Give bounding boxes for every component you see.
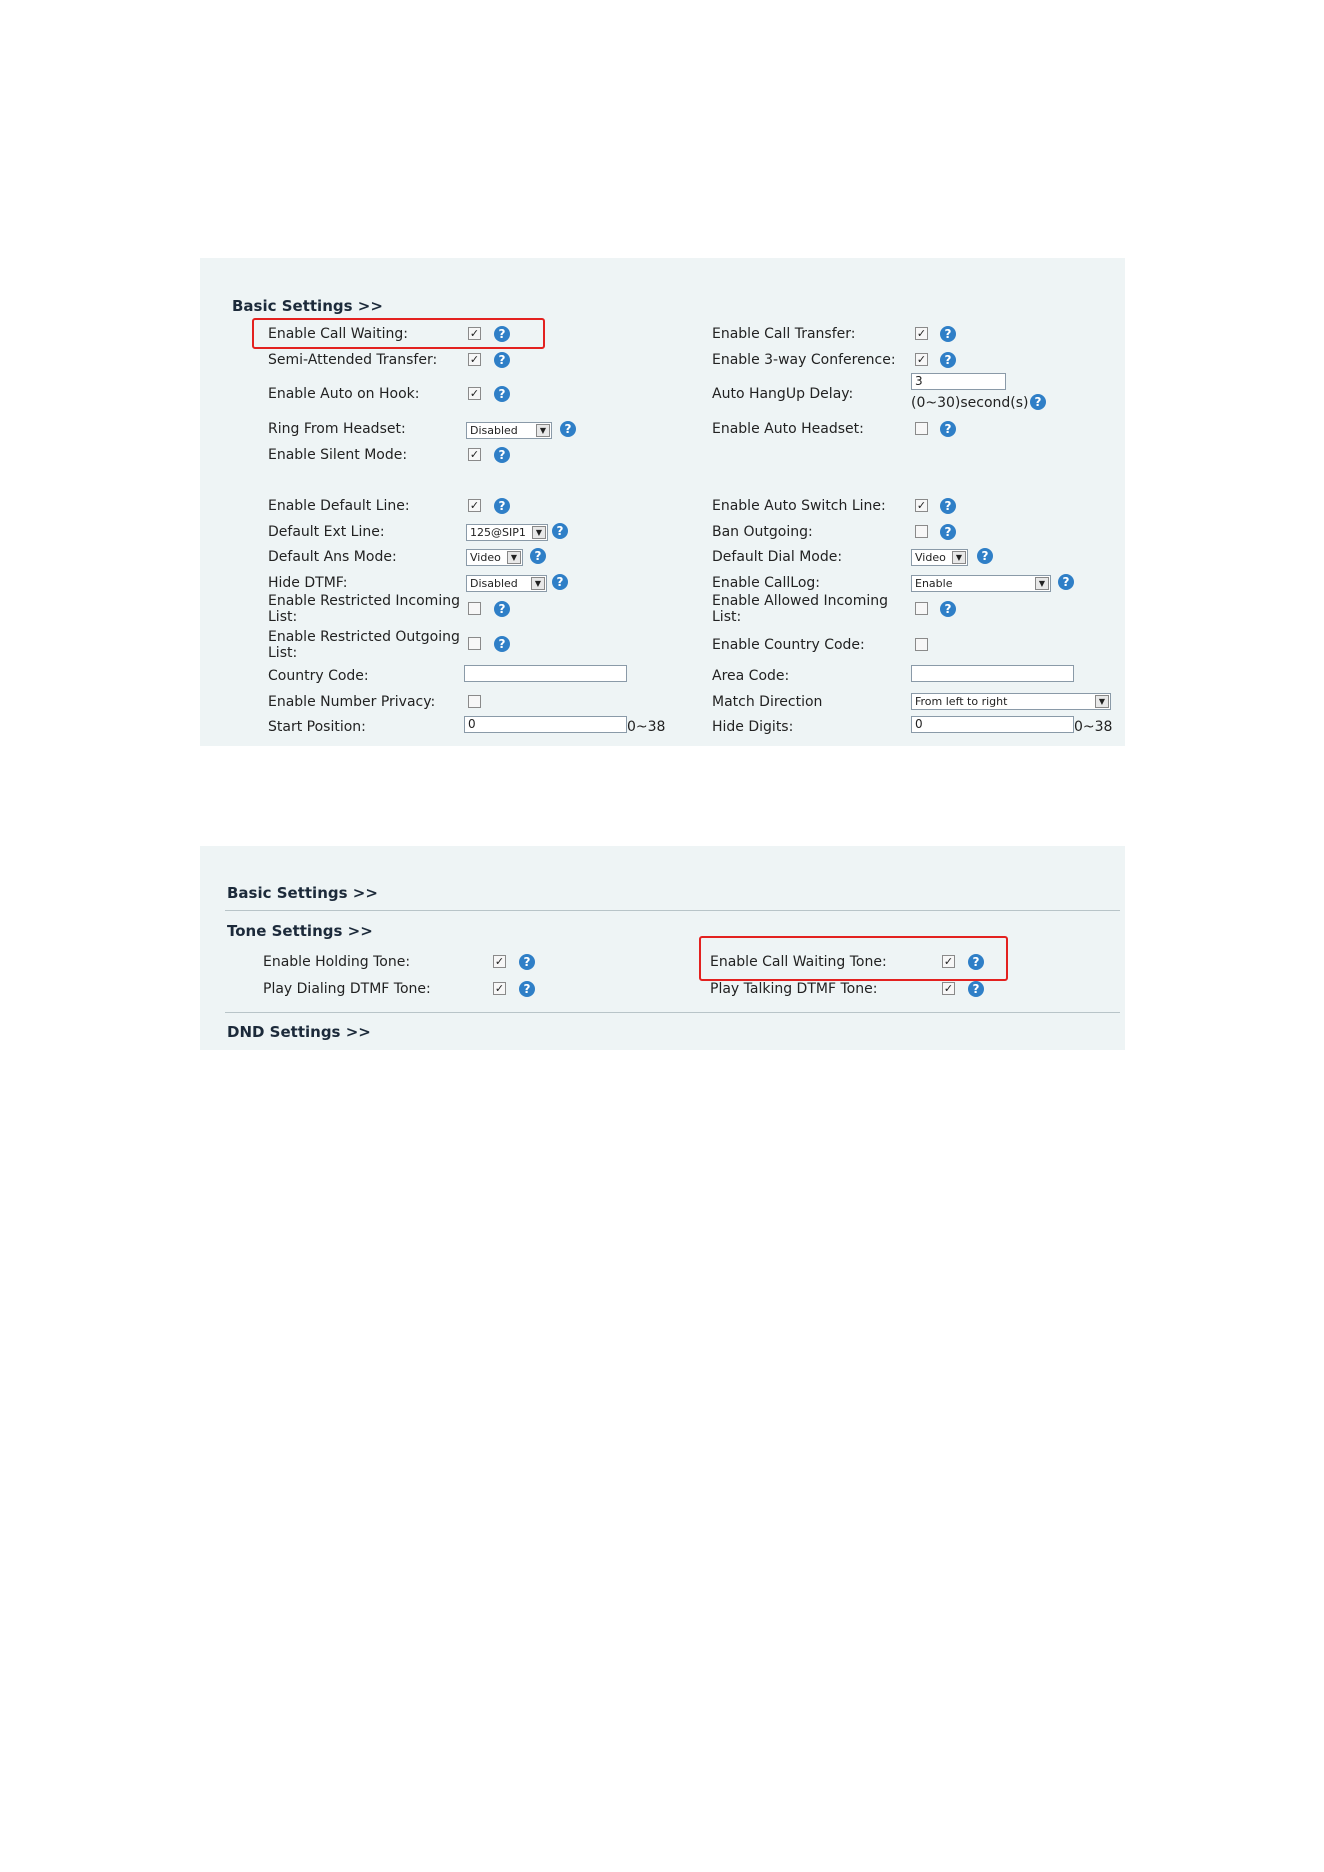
allowed-incoming-label: Enable Allowed Incoming List:	[712, 593, 889, 625]
auto-on-hook-label: Enable Auto on Hook:	[268, 386, 420, 402]
call-transfer-label: Enable Call Transfer:	[712, 326, 856, 342]
help-icon[interactable]: ?	[940, 326, 956, 342]
talking-dtmf-tone-checkbox[interactable]: ✓	[943, 982, 954, 995]
talking-dtmf-tone-label: Play Talking DTMF Tone:	[710, 981, 878, 997]
default-ans-mode-select[interactable]	[466, 549, 523, 566]
help-icon[interactable]: ?	[940, 421, 956, 437]
three-way-conference-label: Enable 3-way Conference:	[712, 352, 896, 368]
restricted-incoming-checkbox[interactable]	[468, 602, 481, 615]
help-icon[interactable]: ?	[519, 954, 535, 970]
basic-settings-header[interactable]: Basic Settings >>	[227, 884, 378, 902]
silent-mode-label: Enable Silent Mode:	[268, 447, 408, 463]
dialing-dtmf-tone-label: Play Dialing DTMF Tone:	[263, 981, 431, 997]
three-way-conference-checkbox[interactable]: ✓	[916, 353, 927, 366]
help-icon[interactable]: ?	[494, 352, 510, 368]
auto-on-hook-checkbox[interactable]: ✓	[469, 387, 480, 400]
help-icon[interactable]: ?	[494, 326, 510, 342]
default-ext-line-select[interactable]	[466, 524, 548, 541]
chevron-down-icon: ▼	[952, 551, 966, 564]
allowed-incoming-checkbox[interactable]	[915, 602, 928, 615]
help-icon[interactable]: ?	[1058, 574, 1074, 590]
dnd-settings-header[interactable]: DND Settings >>	[227, 1023, 371, 1041]
hide-digits-range: 0~38	[1074, 719, 1113, 735]
help-icon[interactable]: ?	[552, 574, 568, 590]
calllog-label: Enable CallLog:	[712, 575, 820, 591]
default-line-checkbox[interactable]: ✓	[469, 499, 480, 512]
match-direction-select[interactable]	[911, 693, 1111, 710]
enable-country-code-label: Enable Country Code:	[712, 637, 865, 653]
help-icon[interactable]: ?	[530, 548, 546, 564]
silent-mode-checkbox[interactable]: ✓	[469, 448, 480, 461]
country-code-input[interactable]	[464, 665, 627, 682]
help-icon[interactable]: ?	[560, 421, 576, 437]
help-icon[interactable]: ?	[552, 523, 568, 539]
default-ext-line-label: Default Ext Line:	[268, 524, 385, 540]
help-icon[interactable]: ?	[968, 981, 984, 997]
auto-hangup-delay-hint: (0~30)second(s)	[911, 395, 1029, 411]
restricted-outgoing-checkbox[interactable]	[468, 637, 481, 650]
help-icon[interactable]: ?	[968, 954, 984, 970]
enable-call-waiting-label: Enable Call Waiting:	[268, 326, 408, 342]
default-dial-mode-value: Video	[915, 551, 946, 564]
semi-attended-transfer-checkbox[interactable]: ✓	[469, 353, 480, 366]
calllog-select[interactable]	[911, 575, 1051, 592]
number-privacy-checkbox[interactable]	[468, 695, 481, 708]
calllog-value: Enable	[915, 577, 953, 590]
help-icon[interactable]: ?	[494, 636, 510, 652]
call-waiting-tone-checkbox[interactable]: ✓	[943, 955, 954, 968]
area-code-label: Area Code:	[712, 668, 790, 684]
chevron-down-icon: ▼	[1035, 577, 1049, 590]
chevron-down-icon: ▼	[536, 424, 550, 437]
help-icon[interactable]: ?	[494, 498, 510, 514]
auto-hangup-delay-label: Auto HangUp Delay:	[712, 386, 854, 402]
highlight-box-call-waiting	[252, 318, 545, 349]
start-position-range: 0~38	[627, 719, 666, 735]
ring-from-headset-label: Ring From Headset:	[268, 421, 406, 437]
ban-outgoing-checkbox[interactable]	[915, 525, 928, 538]
match-direction-label: Match Direction	[712, 694, 823, 710]
start-position-input[interactable]: 0	[464, 716, 627, 733]
semi-attended-transfer-label: Semi-Attended Transfer:	[268, 352, 438, 368]
hide-dtmf-select[interactable]	[466, 575, 547, 592]
call-transfer-checkbox[interactable]: ✓	[916, 327, 927, 340]
help-icon[interactable]: ?	[940, 352, 956, 368]
default-line-label: Enable Default Line:	[268, 498, 410, 514]
hide-digits-input[interactable]: 0	[911, 716, 1074, 733]
number-privacy-label: Enable Number Privacy:	[268, 694, 436, 710]
default-ans-mode-label: Default Ans Mode:	[268, 549, 397, 565]
match-direction-value: From left to right	[915, 695, 1008, 708]
help-icon[interactable]: ?	[940, 498, 956, 514]
help-icon[interactable]: ?	[1030, 394, 1046, 410]
default-ext-line-value: 125@SIP1	[470, 526, 526, 539]
section-divider	[225, 910, 1120, 911]
enable-country-code-checkbox[interactable]	[915, 638, 928, 651]
enable-call-waiting-checkbox[interactable]: ✓	[469, 327, 480, 340]
holding-tone-label: Enable Holding Tone:	[263, 954, 411, 970]
dialing-dtmf-tone-checkbox[interactable]: ✓	[494, 982, 505, 995]
hide-digits-label: Hide Digits:	[712, 719, 794, 735]
help-icon[interactable]: ?	[519, 981, 535, 997]
hide-dtmf-label: Hide DTMF:	[268, 575, 348, 591]
restricted-outgoing-label: Enable Restricted Outgoing List:	[268, 629, 460, 661]
help-icon[interactable]: ?	[940, 601, 956, 617]
default-dial-mode-select[interactable]	[911, 549, 968, 566]
chevron-down-icon: ▼	[1095, 695, 1109, 708]
chevron-down-icon: ▼	[531, 577, 545, 590]
default-dial-mode-label: Default Dial Mode:	[712, 549, 843, 565]
default-ans-mode-value: Video	[470, 551, 501, 564]
auto-switch-line-label: Enable Auto Switch Line:	[712, 498, 886, 514]
start-position-label: Start Position:	[268, 719, 366, 735]
help-icon[interactable]: ?	[977, 548, 993, 564]
highlight-box-call-waiting-tone	[699, 936, 1008, 981]
ban-outgoing-label: Ban Outgoing:	[712, 524, 813, 540]
ring-from-headset-value: Disabled	[470, 424, 518, 437]
area-code-input[interactable]	[911, 665, 1074, 682]
call-waiting-tone-label: Enable Call Waiting Tone:	[710, 954, 887, 970]
ring-from-headset-select[interactable]	[466, 422, 552, 439]
chevron-down-icon: ▼	[532, 526, 546, 539]
basic-settings-header[interactable]: Basic Settings >>	[232, 297, 383, 315]
hide-dtmf-value: Disabled	[470, 577, 518, 590]
chevron-down-icon: ▼	[507, 551, 521, 564]
auto-headset-checkbox[interactable]	[915, 422, 928, 435]
help-icon[interactable]: ?	[940, 524, 956, 540]
help-icon[interactable]: ?	[494, 601, 510, 617]
help-icon[interactable]: ?	[494, 447, 510, 463]
restricted-incoming-label: Enable Restricted Incoming List:	[268, 593, 460, 625]
section-divider	[225, 1012, 1120, 1013]
holding-tone-checkbox[interactable]: ✓	[494, 955, 505, 968]
auto-headset-label: Enable Auto Headset:	[712, 421, 864, 437]
tone-settings-header[interactable]: Tone Settings >>	[227, 922, 373, 940]
auto-switch-line-checkbox[interactable]: ✓	[916, 499, 927, 512]
country-code-label: Country Code:	[268, 668, 369, 684]
auto-hangup-delay-input[interactable]: 3	[911, 373, 1006, 390]
help-icon[interactable]: ?	[494, 386, 510, 402]
